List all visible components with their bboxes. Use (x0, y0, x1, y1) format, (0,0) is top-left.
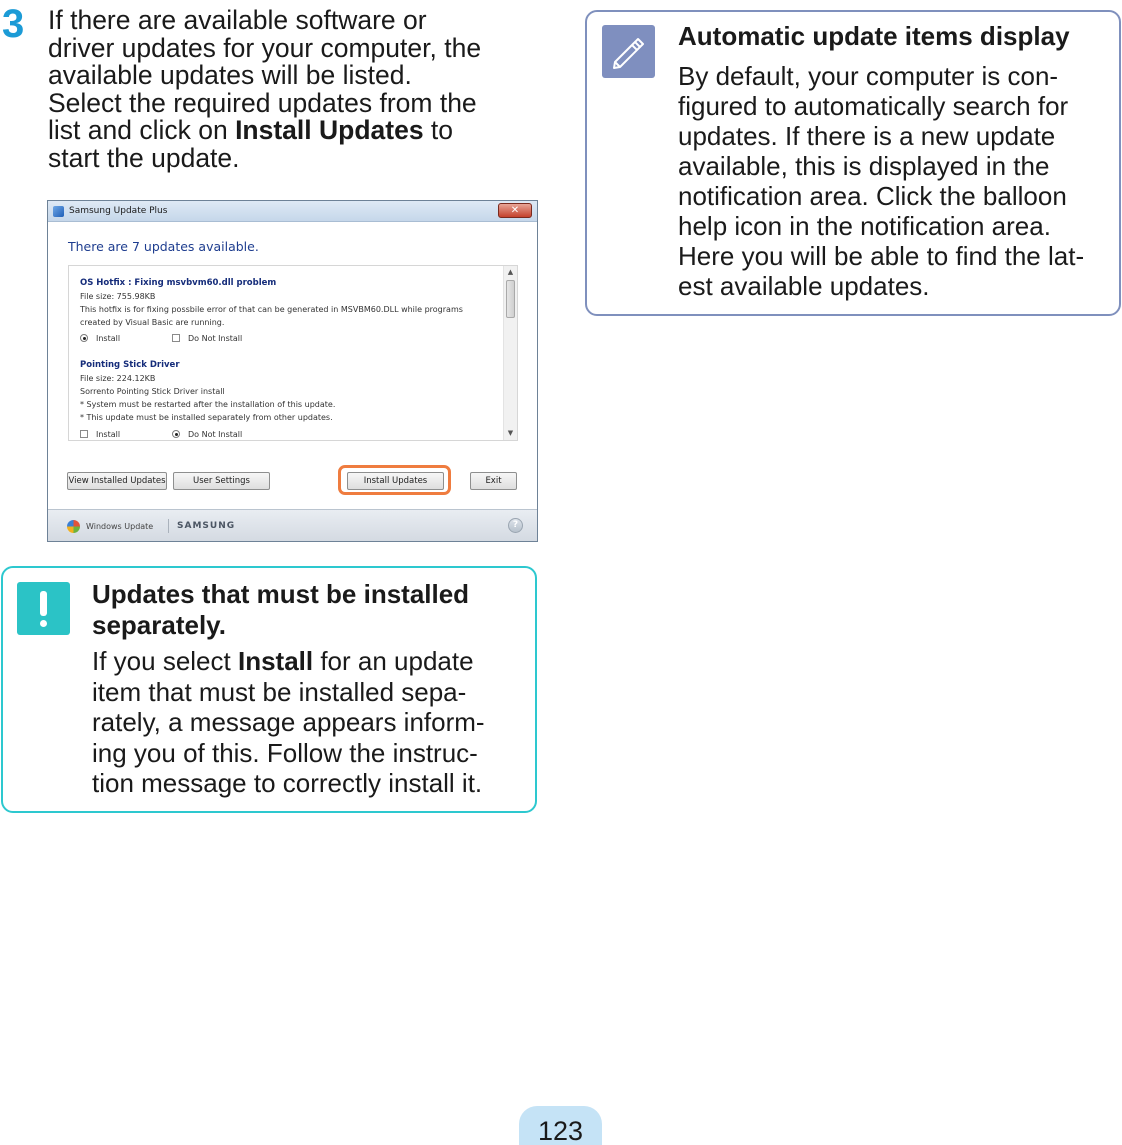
memo-body-line: notification area. Click the balloon (678, 181, 1067, 211)
memo-body-line: available, this is displayed in the (678, 151, 1050, 181)
update-item-title: OS Hotfix : Fixing msvbvm60.dll problem (80, 278, 277, 288)
list-scrollbar[interactable] (503, 266, 517, 440)
radio-selected-icon (172, 430, 180, 438)
warning-body-prefix: If you select (92, 646, 238, 676)
step-number: 3 (2, 2, 25, 46)
memo-body-line: Here you will be able to find the lat- (678, 241, 1085, 271)
update-item-title: Pointing Stick Driver (80, 360, 180, 370)
warning-title-line: separately. (92, 610, 226, 640)
exit-button[interactable]: Exit (470, 472, 517, 490)
step-line: Select the required updates from the (48, 87, 477, 118)
step-line-prefix: list and click on (48, 115, 236, 145)
update-item-line: File size: 224.12KB (80, 374, 156, 383)
close-icon[interactable]: ✕ (498, 203, 532, 218)
install-emphasis: Install (237, 646, 314, 676)
step-line: driver updates for your computer, the (48, 32, 482, 63)
do-not-install-radio[interactable] (172, 430, 242, 439)
view-installed-updates-button[interactable]: View Installed Updates (67, 472, 167, 490)
user-settings-button[interactable]: User Settings (173, 472, 270, 490)
warning-title-line: Updates that must be installed (92, 579, 470, 609)
memo-body-line: By default, your computer is con- (678, 61, 1059, 91)
step-line-suffix: to (423, 115, 454, 145)
warning-body-line: ing you of this. Follow the instruc- (92, 737, 478, 768)
scroll-up-icon[interactable]: ▲ (507, 268, 514, 276)
help-icon[interactable]: ? (508, 518, 523, 533)
step-line: If there are available software or (48, 5, 427, 35)
install-updates-button[interactable]: Install Updates (347, 472, 444, 490)
checkbox-icon (80, 430, 88, 438)
do-not-install-label: Do Not Install (188, 430, 243, 439)
page-number-tab (519, 1106, 602, 1145)
memo-body-line: figured to automatically search for (678, 91, 1069, 121)
pencil-icon (602, 25, 655, 78)
update-item-line: Sorrento Pointing Stick Driver install (80, 387, 225, 396)
update-item-line: File size: 755.98KB (80, 292, 156, 301)
update-item-line: * System must be restarted after the installation of this update. (80, 400, 336, 409)
samsung-logo: SAMSUNG (177, 521, 236, 531)
window-footer (48, 509, 537, 541)
page-number: 123 (537, 1116, 584, 1145)
install-option-label: Install (96, 334, 121, 343)
update-item-line: created by Visual Basic are running. (80, 318, 225, 327)
warning-body-line: item that must be installed sepa- (92, 676, 467, 707)
windows-update-label: Windows Update (86, 522, 154, 531)
step-line (48, 117, 538, 145)
windows-logo-icon (67, 520, 80, 533)
app-icon (53, 206, 64, 217)
memo-note-title: Automatic update items display (678, 21, 1070, 51)
install-radio[interactable] (80, 430, 120, 439)
warning-body-suffix: for an update (313, 646, 474, 676)
update-item-line: This hotfix is for fixing possbile error of that can be generated in MSVBM60.DLL while programs (80, 305, 463, 314)
footer-divider (168, 519, 169, 533)
memo-body-line: help icon in the notification area. (678, 211, 1051, 241)
window-title: Samsung Update Plus (69, 206, 168, 216)
scroll-thumb[interactable] (506, 280, 515, 318)
scroll-down-icon[interactable]: ▼ (507, 429, 514, 437)
update-window-screenshot (47, 200, 538, 542)
updates-heading: There are 7 updates available. (68, 239, 259, 254)
window-titlebar[interactable] (48, 201, 537, 222)
updates-list (68, 265, 518, 441)
update-item-line: * This update must be installed separately from other updates. (80, 413, 333, 422)
warning-body-line (92, 646, 522, 677)
warning-note-body (92, 646, 522, 799)
install-option-label: Install (96, 430, 121, 439)
memo-note-body (678, 61, 1110, 301)
step-instructions (48, 7, 538, 172)
warning-body-line: tion message to correctly install it. (92, 768, 483, 798)
step-line: available updates will be listed. (48, 60, 412, 90)
do-not-install-checkbox[interactable] (172, 334, 242, 343)
memo-body-line: est available updates. (678, 271, 930, 301)
install-updates-emphasis: Install Updates (235, 115, 424, 145)
radio-selected-icon (80, 334, 88, 342)
step-line: start the update. (48, 142, 240, 173)
checkbox-icon (172, 334, 180, 342)
install-radio[interactable] (80, 334, 120, 343)
do-not-install-label: Do Not Install (188, 334, 243, 343)
warning-body-line: rately, a message appears inform- (92, 707, 485, 737)
warning-note-title (92, 579, 522, 641)
memo-body-line: updates. If there is a new update (678, 121, 1056, 151)
exclamation-icon (17, 582, 70, 635)
